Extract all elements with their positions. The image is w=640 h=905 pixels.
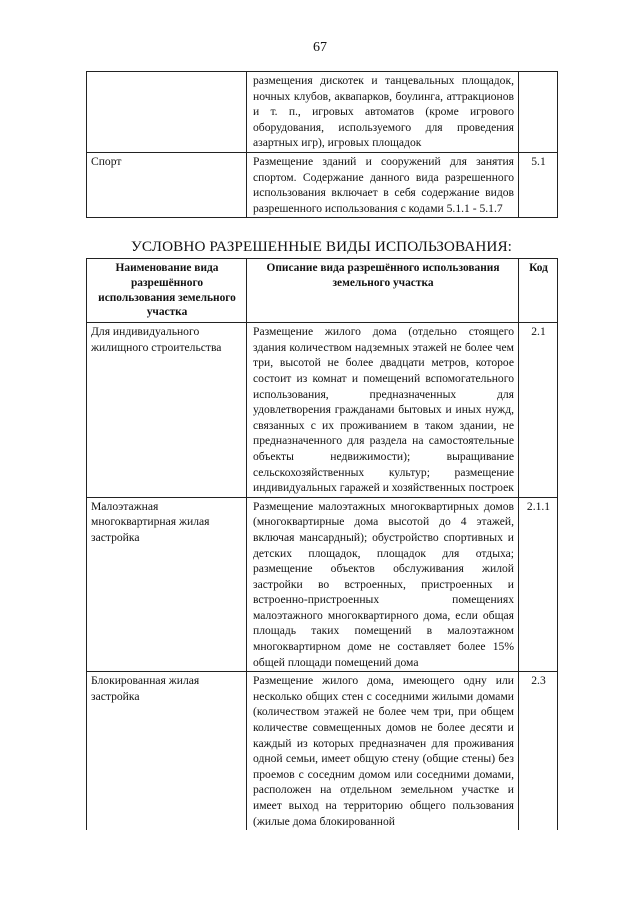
table-row — [87, 672, 558, 830]
use-code-cell: 2.1 — [519, 323, 558, 498]
table-row — [87, 152, 558, 217]
use-name-cell: Малоэтажная многоквартирная жилая застройка — [87, 497, 247, 672]
use-description-cell: Размещение жилого дома (отдельно стоящего здания количеством надземных этажей не более чем три, высотой не более двадцати метров, которое состоит из комнат и помещений вспомогательного использования, предназначенных для удовлетворения гражданами бытовых и иных нужд, связанных с их проживанием в таком здании, не предназначенного для раздела на самостоятельные объекты недвижимости); выращивание сельскохозяйственных культур; размещение индивидуальных гаражей и хозяйственных построек — [247, 323, 519, 498]
table-header-row — [87, 259, 558, 323]
use-code-cell: 2.3 — [519, 672, 558, 830]
use-name-cell: Блокированная жилая застройка — [87, 672, 247, 830]
table-row — [87, 323, 558, 498]
table-row — [87, 497, 558, 672]
use-name-cell: Для индивидуального жилищного строительства — [87, 323, 247, 498]
use-description-cell: Размещение жилого дома, имеющего одну или несколько общих стен с соседними жилыми домами (количеством этажей не более чем три, при общем количестве совмещенных домов не более десяти и каждый из которых предназначен для проживания одной семьи, имеет общую стену (общие стены) без проемов с соседним домом или соседними домами, расположен на отдельном земельном участке и имеет выход на территорию общего пользования (жилые дома блокированной — [247, 672, 519, 830]
use-description-cell: размещения дискотек и танцевальных площадок, ночных клубов, аквапарков, боулинга, аттракционов и т. п., игровых автоматов (кроме игрового оборудования, используемого для проведения азартных игр), игровых площадок — [247, 72, 519, 153]
column-header-name: Наименование вида разрешённого использования земельного участка — [87, 259, 247, 323]
use-description-cell: Размещение зданий и сооружений для занятия спортом. Содержание данного вида разрешенного использования включает в себя содержание видов разрешенного использования с кодами 5.1.1 - 5.1.7 — [247, 152, 519, 217]
table-row — [87, 72, 558, 153]
section-heading: УСЛОВНО РАЗРЕШЕННЫЕ ВИДЫ ИСПОЛЬЗОВАНИЯ: — [130, 238, 513, 255]
use-code-cell: 2.1.1 — [519, 497, 558, 672]
column-header-code: Код — [519, 259, 558, 323]
conditionally-permitted-uses-table — [86, 258, 558, 830]
page-number: 67 — [313, 40, 327, 55]
use-name-cell: Спорт — [87, 152, 247, 217]
use-description-cell: Размещение малоэтажных многоквартирных домов (многоквартирные дома высотой до 4 этажей, включая мансардный); обустройство спортивных и детских площадок, площадок для отдыха; размещение объектов обслуживания жилой застройки во встроенных, пристроенных и встроенно-пристроенных помещениях малоэтажного многоквартирного дома, если общая площадь таких помещений в малоэтажном многоквартирном доме не составляет более 15% общей площади помещений дома — [247, 497, 519, 672]
permitted-uses-table-continuation — [86, 71, 558, 218]
use-code-cell — [519, 72, 558, 153]
use-code-cell: 5.1 — [519, 152, 558, 217]
use-name-cell — [87, 72, 247, 153]
column-header-description: Описание вида разрешённого использования земельного участка — [247, 259, 519, 323]
